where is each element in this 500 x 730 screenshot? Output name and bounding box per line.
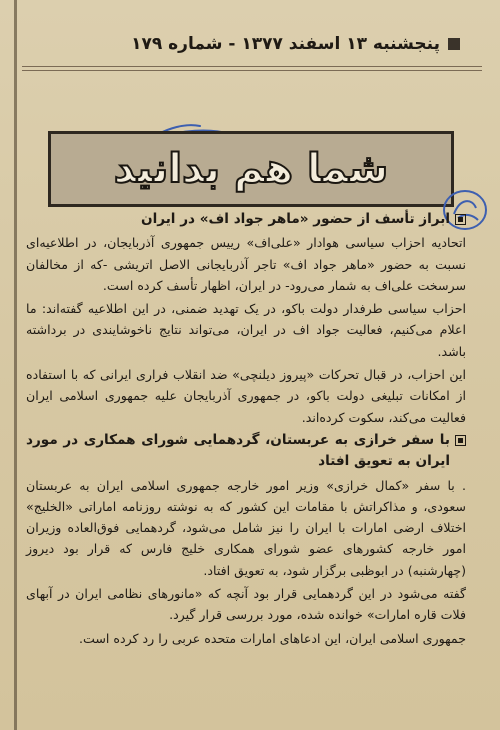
article1-headline-text: ابراز تأسف از حضور «ماهر جواد اف» در ایران [140, 211, 450, 227]
section-title: شما هم بدانید [113, 146, 389, 192]
bullet-square-icon [448, 38, 460, 50]
dateline-text: پنجشنبه ۱۳ اسفند ۱۳۷۷ - شماره ۱۷۹ [131, 34, 440, 54]
article2-headline [26, 430, 466, 473]
header-rule-top [22, 66, 482, 67]
article-body [26, 207, 466, 651]
article2-paragraph-2: گفته می‌شود در این گردهمایی قرار بود آنچه که «مانورهای نظامی ایران در آبهای فلات قاره امارات» خوانده شده، مورد بررسی قرار گیرد. [26, 586, 466, 623]
article2-headline-text: با سفر خرازی به عربستان، گردهمایی شورای همکاری در مورد ایران به تعویق افتاد [26, 431, 450, 470]
dateline-header [40, 28, 460, 60]
article2-paragraph-1: . با سفر «کمال خرازی» وزیر امور خارجه جمهوری اسلامی ایران به عربستان سعودی، و مذاکراتش با مقامات این کشور که به نوشته روزنامه اماراتی «الخلیج» اختلاف ارضی امارات با ایران را نیز شامل می‌شود، گردهمایی فوق‌العاده وزیران امور خارجه کشورهای عضو شورای همکاری خلیج فارس که قرار بود دیروز (چهارشنبه) در ابوظبی برگزار شود، به تعویق افتاد. [26, 477, 466, 578]
article1-paragraph-1: اتحادیه احزاب سیاسی هوادار «علی‌اف» رییس جمهوری آذربایجان، در اطلاعیه‌ای نسبت به حضور «ماهر جواد اف» تاجر آذربایجانی الاصل اتریشی -که از مخالفان سرسخت علی‌اف به شمار می‌رود- در ایران، اظهار تأسف کرده است. [26, 235, 466, 293]
headline-bullet-icon [455, 435, 466, 446]
section-title-banner [48, 131, 454, 207]
margin-rule [14, 0, 17, 730]
header-rule-bottom [22, 70, 482, 71]
article1-paragraph-3: این احزاب، در قبال تحرکات «پیروز دیلنچی» ضد انقلاب فراری ایرانی که با استفاده از امکانات تبلیغی دولت باکو، در جمهوری آذربایجان علیه جمهوری اسلامی ایران فعالیت می‌کند، سکوت کرده‌اند. [26, 367, 466, 425]
article2-paragraph-3: جمهوری اسلامی ایران، این ادعاهای امارات متحده عربی را رد کرده است. [78, 630, 466, 646]
headline-bullet-icon [455, 214, 466, 225]
article1-headline [26, 209, 466, 230]
article1-paragraph-2: احزاب سیاسی طرفدار دولت باکو، در یک تهدید ضمنی، در این اطلاعیه گفته‌اند: ما اعلام می‌کنیم، فعالیت جواد اف در ایران، می‌تواند نتایج ناخوشایندی در برداشته باشد. [26, 301, 466, 359]
